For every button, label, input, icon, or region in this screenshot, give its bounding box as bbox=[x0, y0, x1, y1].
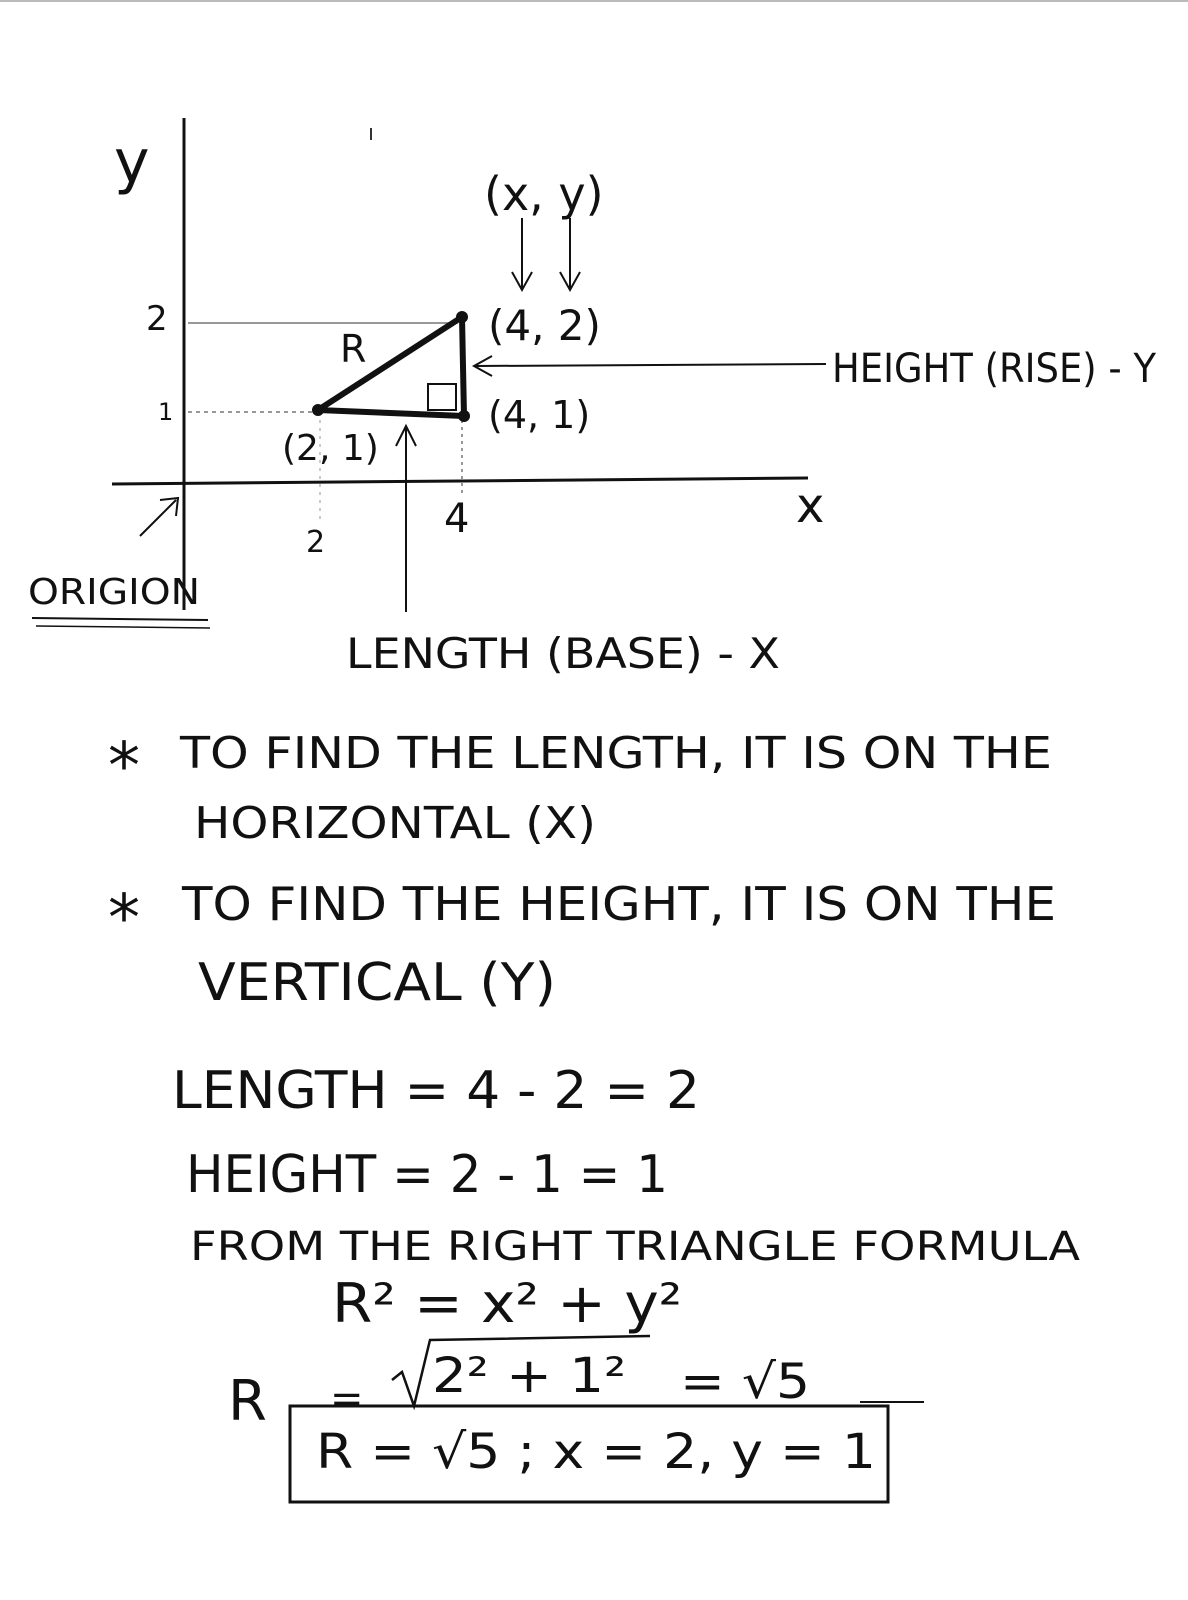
tick-y-1: 1 bbox=[158, 398, 174, 426]
note1-line1: TO FIND THE LENGTH, IT IS ON THE bbox=[178, 728, 1052, 779]
note2-line1: TO FIND THE HEIGHT, IT IS ON THE bbox=[180, 877, 1057, 931]
point-left-label: (2, 1) bbox=[282, 428, 379, 469]
height-equation: HEIGHT = 2 - 1 = 1 bbox=[186, 1145, 668, 1205]
right-angle-marker bbox=[428, 384, 456, 410]
pythagorean-formula: R² = x² + y² bbox=[332, 1272, 682, 1335]
final-answer: R = √5 ; x = 2, y = 1 bbox=[316, 1424, 876, 1480]
tick-x-2: 2 bbox=[306, 525, 326, 560]
r-label: R bbox=[228, 1369, 267, 1434]
origin-label: ORIGION bbox=[28, 572, 200, 613]
vertex-corner bbox=[458, 410, 470, 422]
point-corner-label: (4, 1) bbox=[488, 393, 591, 437]
point-top-label: (4, 2) bbox=[488, 301, 601, 350]
equals-root5: = √5 bbox=[680, 1354, 810, 1410]
length-label: LENGTH (BASE) - X bbox=[346, 629, 780, 678]
y-axis-label: y bbox=[114, 127, 150, 197]
hypotenuse-label: R bbox=[340, 327, 367, 371]
origin-underline bbox=[32, 618, 208, 620]
origin-underline-2 bbox=[36, 626, 210, 628]
tick-y-2: 2 bbox=[146, 299, 168, 339]
note1-line2: HORIZONTAL (X) bbox=[194, 798, 596, 849]
generic-point-label: (x, y) bbox=[484, 167, 604, 221]
vertex-top bbox=[456, 311, 468, 323]
note2-bullet: * bbox=[108, 882, 140, 956]
length-equation: LENGTH = 4 - 2 = 2 bbox=[172, 1061, 700, 1121]
radicand: 2² + 1² bbox=[432, 1348, 626, 1404]
x-axis-label: x bbox=[796, 478, 825, 534]
note2-line2: VERTICAL (Y) bbox=[198, 953, 556, 1013]
height-arrow bbox=[476, 364, 826, 366]
formula-intro: FROM THE RIGHT TRIANGLE FORMULA bbox=[190, 1224, 1081, 1270]
vertex-left bbox=[312, 404, 324, 416]
tick-x-4: 4 bbox=[444, 496, 470, 542]
height-label: HEIGHT (RISE) - Y bbox=[832, 346, 1157, 392]
x-axis bbox=[112, 478, 808, 484]
r-equals: = bbox=[330, 1376, 364, 1422]
origin-arrow bbox=[140, 500, 176, 536]
note1-bullet: * bbox=[108, 730, 140, 804]
